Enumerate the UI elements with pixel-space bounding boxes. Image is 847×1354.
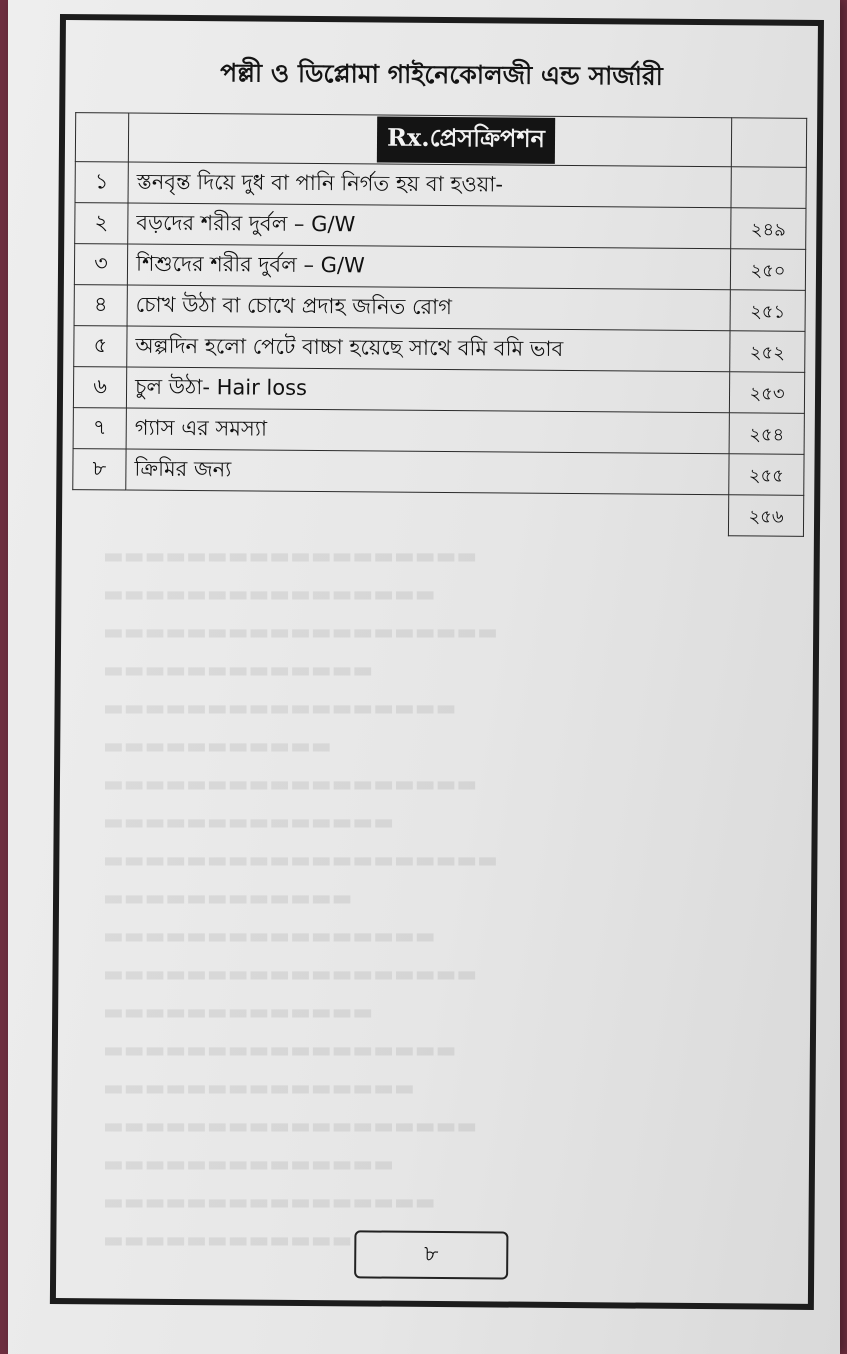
page-number-scroll: ৮	[354, 1230, 508, 1279]
topic-text: চুল উঠা- Hair loss	[126, 367, 729, 413]
table-row	[73, 449, 804, 496]
page-number: ২৫২	[730, 331, 805, 373]
page-border-frame	[50, 14, 824, 1310]
page-number: ২৫৪	[729, 413, 804, 455]
section-label: Rx.প্রেসক্রিপশন	[377, 116, 555, 163]
table-row	[73, 408, 804, 455]
header-empty-cell	[75, 113, 128, 162]
topic-text: বড়দের শরীর দুর্বল – G/W	[128, 203, 731, 249]
empty-cell	[125, 490, 728, 536]
empty-cell	[72, 490, 125, 531]
topic-text: গ্যাস এর সমস্যা	[126, 408, 729, 454]
table-header-row	[75, 113, 806, 168]
page-number: ২৫৫	[729, 454, 804, 496]
page-number: ২৫৬	[728, 495, 803, 537]
serial-number: ৫	[74, 326, 127, 367]
contents-table	[72, 112, 807, 537]
topic-text: শিশুদের শরীর দুর্বল – G/W	[127, 244, 730, 290]
header-cell	[128, 113, 731, 167]
serial-number: ৪	[74, 285, 127, 326]
page-number: ২৫৩	[729, 372, 804, 414]
serial-number: ৭	[73, 408, 126, 449]
serial-number: ১	[75, 162, 128, 203]
serial-number: ২	[75, 203, 128, 244]
page-number: ২৪৯	[731, 208, 806, 250]
bleed-through-text: ▬▬▬▬▬▬▬▬▬▬▬▬▬▬▬▬▬▬ ▬▬▬▬▬▬▬▬▬▬▬▬▬▬▬▬ ▬▬▬▬▬▬▬▬▬▬▬▬▬▬▬▬▬▬▬ ▬▬▬▬▬▬▬▬▬▬▬▬▬ ▬▬▬▬▬▬▬▬▬▬▬▬▬▬▬▬▬ ▬▬▬▬▬▬▬▬▬▬▬ ▬▬▬▬▬▬▬▬▬▬▬▬▬▬▬▬▬▬ ▬▬▬▬▬▬▬▬▬▬▬▬▬▬ ▬▬▬▬▬▬▬▬▬▬▬▬▬▬▬▬▬▬▬ ▬▬▬▬▬▬▬▬▬▬▬▬ ▬▬▬▬▬▬▬▬▬▬▬▬▬▬▬▬ ▬▬▬▬▬▬▬▬▬▬▬▬▬▬▬▬▬▬ ▬▬▬▬▬▬▬▬▬▬▬▬▬ ▬▬▬▬▬▬▬▬▬▬▬▬▬▬▬▬▬ ▬▬▬▬▬▬▬▬▬▬▬▬▬▬▬ ▬▬▬▬▬▬▬▬▬▬▬▬▬▬▬▬▬▬ ▬▬▬▬▬▬▬▬▬▬▬▬▬▬ ▬▬▬▬▬▬▬▬▬▬▬▬▬▬▬▬ ▬▬▬▬▬▬▬▬▬▬▬▬	[103, 544, 498, 1253]
book-title: পল্লী ও ডিপ্লোমা গাইনেকোলজী এন্ড সার্জারী	[220, 58, 663, 91]
table-row	[74, 326, 805, 373]
table-row	[74, 285, 805, 332]
table-row-last	[72, 490, 803, 537]
topic-text: অল্পদিন হলো পেটে বাচ্চা হয়েছে সাথে বমি বমি ভাব	[127, 326, 730, 372]
topic-text: স্তনবৃন্ত দিয়ে দুধ বা পানি নির্গত হয় বা হওয়া-	[128, 162, 731, 208]
topic-text: ক্রিমির জন্য	[126, 449, 729, 495]
table-row	[75, 162, 806, 209]
page-number: ২৫০	[730, 249, 805, 291]
serial-number: ৬	[73, 367, 126, 408]
header-page-cell	[731, 118, 806, 168]
table-row	[73, 367, 804, 414]
topic-text: চোখ উঠা বা চোখে প্রদাহ জনিত রোগ	[127, 285, 730, 331]
serial-number: ৩	[74, 244, 127, 285]
serial-number: ৮	[73, 449, 126, 490]
table-row	[75, 203, 806, 250]
table-row	[74, 244, 805, 291]
book-page	[8, 0, 840, 1354]
page-number: ২৫১	[730, 290, 805, 332]
page-number	[731, 167, 806, 209]
